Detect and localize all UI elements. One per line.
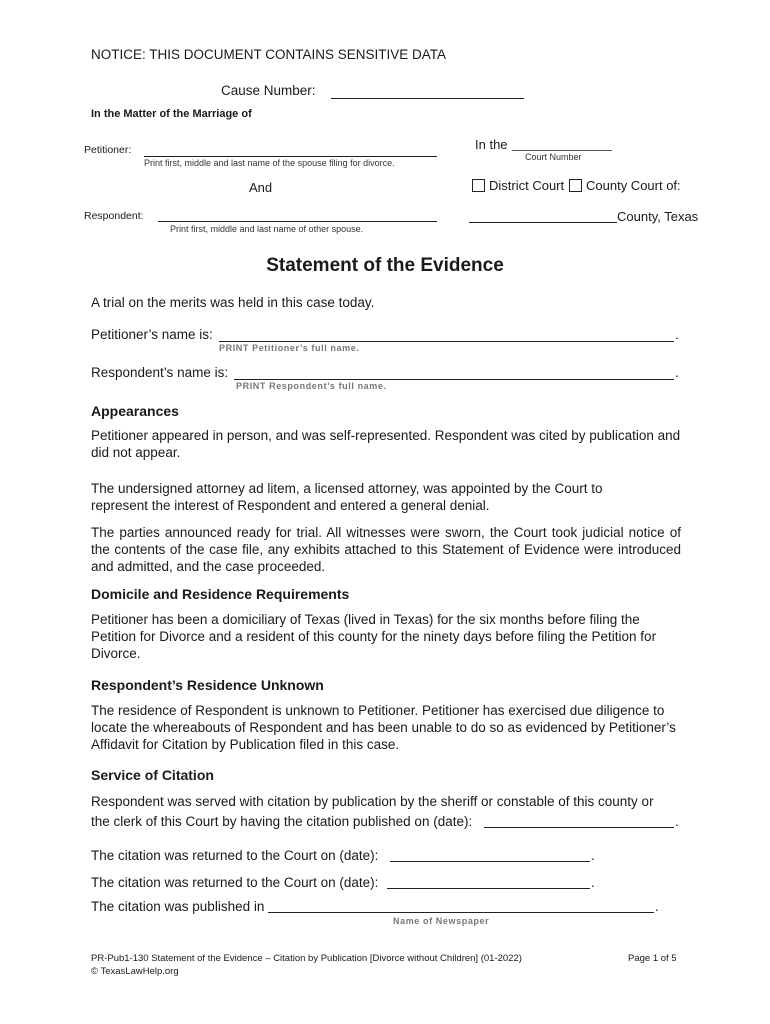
- domicile-paragraph: Petitioner has been a domiciliary of Texas (lived in Texas) for the six months before filing the Petition for Divorce and a resident of this county for the ninety days before filing the Petition for Divorce.: [91, 612, 657, 661]
- appearances-paragraph-1: Petitioner appeared in person, and was self-represented. Respondent was cited by publication and did not appear.: [91, 428, 681, 460]
- footer-form-id: PR-Pub1-130 Statement of the Evidence – Citation by Publication [Divorce without Children] (01-2022): [91, 953, 522, 964]
- published-in-label: The citation was published in: [91, 899, 265, 914]
- petitioner-hint: Print first, middle and last name of the spouse filing for divorce.: [144, 158, 395, 168]
- cause-number-field[interactable]: [331, 98, 524, 99]
- returned-date-label-2: The citation was returned to the Court on (date):: [91, 875, 379, 890]
- district-court-checkbox[interactable]: [472, 179, 485, 192]
- publication-date-field[interactable]: [484, 827, 674, 828]
- residence-paragraph: The residence of Respondent is unknown to Petitioner. Petitioner has exercised due diligence to locate the whereabouts of Respondent and has been unable to do so as evidenced by Petitioner’s Affidavit for Citation by Publication filed in this case.: [91, 703, 676, 752]
- district-court-label: District Court: [489, 178, 565, 193]
- court-number-field[interactable]: [512, 150, 612, 151]
- footer-copyright: © TexasLawHelp.org: [91, 966, 179, 977]
- petitioner-name-field[interactable]: [144, 156, 437, 157]
- respondent-name-hint: PRINT Respondent’s full name.: [236, 381, 387, 391]
- domicile-heading: Domicile and Residence Requirements: [91, 586, 350, 602]
- petitioner-full-name-field[interactable]: [219, 341, 674, 342]
- service-paragraph-line-2: the clerk of this Court by having the citation published on (date):: [91, 814, 473, 829]
- county-court-label: County Court of:: [586, 178, 681, 193]
- respondent-full-name-field[interactable]: [234, 379, 674, 380]
- respondent-label: Respondent:: [84, 210, 144, 222]
- appearances-paragraph-2: The undersigned attorney ad litem, a licensed attorney, was appointed by the Court to represent the interest of Respondent and entered a general denial.: [91, 481, 603, 513]
- matter-heading: In the Matter of the Marriage of: [91, 108, 252, 120]
- residence-heading: Respondent’s Residence Unknown: [91, 677, 324, 693]
- petitioner-label: Petitioner:: [84, 144, 132, 156]
- in-the-label: In the: [475, 137, 508, 152]
- and-label: And: [249, 180, 273, 195]
- returned-date-label-1: The citation was returned to the Court on (date):: [91, 848, 379, 863]
- cause-number-label: Cause Number:: [221, 83, 316, 98]
- newspaper-name-field[interactable]: [268, 912, 654, 913]
- returned-date-field-1[interactable]: [390, 861, 590, 862]
- respondent-name-label: Respondent’s name is:: [91, 365, 229, 380]
- appearances-heading: Appearances: [91, 403, 179, 419]
- newspaper-hint: Name of Newspaper: [393, 916, 490, 926]
- page-number: Page 1 of 5: [628, 953, 677, 964]
- intro-text: A trial on the merits was held in this case today.: [91, 295, 375, 310]
- appearances-paragraph-3: The parties announced ready for trial. All witnesses were sworn, the Court took judicial notice of the contents of the case file, any exhibits attached to this Statement of Evidence were introduced and admitted, and the case proceeded.: [91, 525, 681, 574]
- service-paragraph-line-1: Respondent was served with citation by publication by the sheriff or constable of this county or: [91, 794, 654, 809]
- county-name-field[interactable]: [469, 222, 617, 223]
- respondent-name-field[interactable]: [158, 221, 437, 222]
- petitioner-name-hint: PRINT Petitioner’s full name.: [219, 343, 360, 353]
- court-number-hint: Court Number: [525, 152, 582, 162]
- county-texas-label: County, Texas: [617, 209, 699, 224]
- sensitive-data-notice: NOTICE: THIS DOCUMENT CONTAINS SENSITIVE DATA: [91, 47, 447, 62]
- page-title: Statement of the Evidence: [266, 255, 504, 276]
- petitioner-name-label: Petitioner’s name is:: [91, 327, 213, 342]
- returned-date-field-2[interactable]: [387, 888, 590, 889]
- service-heading: Service of Citation: [91, 767, 214, 783]
- respondent-hint: Print first, middle and last name of other spouse.: [170, 224, 364, 234]
- county-court-checkbox[interactable]: [569, 179, 582, 192]
